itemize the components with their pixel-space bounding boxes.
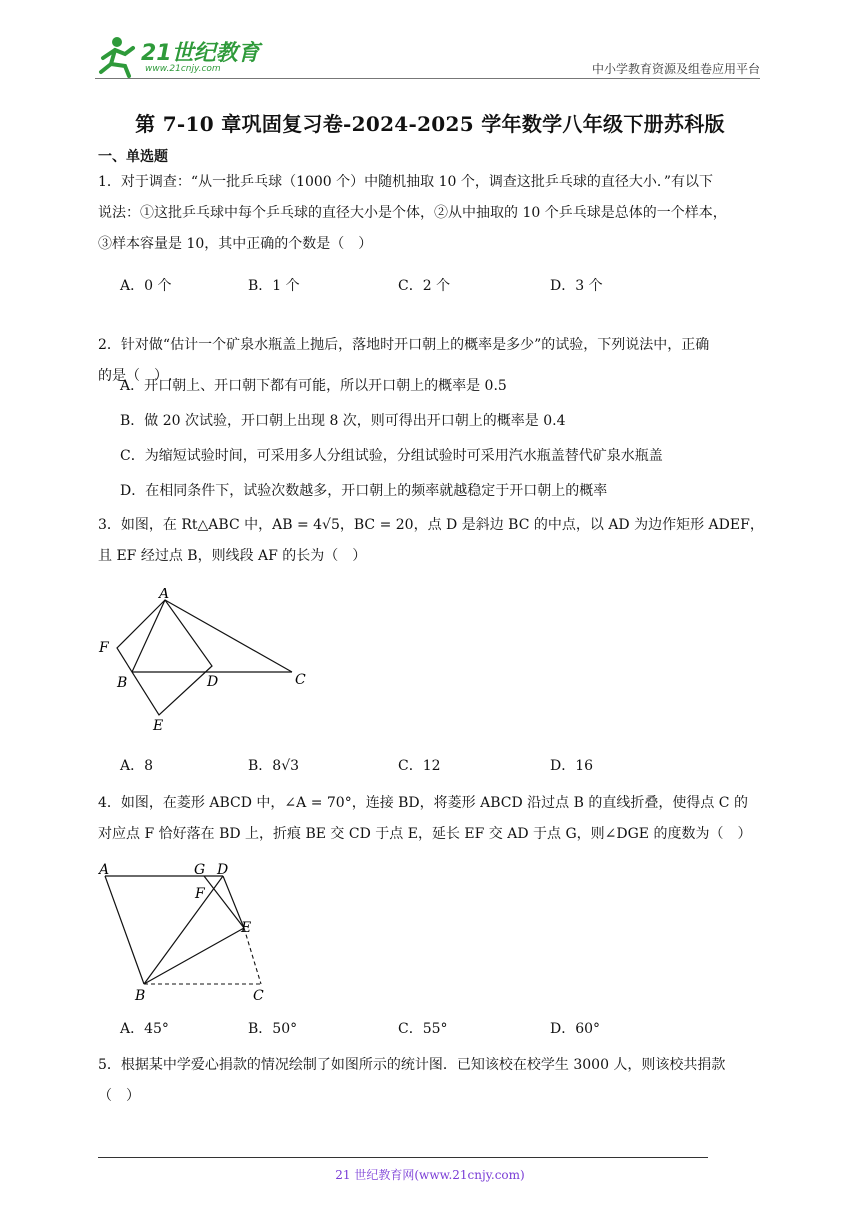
q4-option-a[interactable]: A．45° bbox=[120, 1021, 169, 1037]
q4-label-b: B bbox=[135, 988, 146, 1004]
q4-label-g: G bbox=[194, 862, 206, 878]
footer-link[interactable]: 21 世纪教育网(www.21cnjy.com) bbox=[335, 1168, 525, 1182]
q3-label-e: E bbox=[153, 718, 164, 733]
q1-option-a[interactable]: A．0 个 bbox=[120, 278, 172, 294]
q4-label-c: C bbox=[253, 988, 264, 1004]
q3-label-c: C bbox=[295, 672, 306, 688]
q4-label-f: F bbox=[195, 886, 205, 902]
q2-line1: 2．针对做“估计一个矿泉水瓶盖上抛后，落地时开口朝上的概率是多少”的试验，下列说法中，正确 bbox=[98, 337, 710, 353]
section-heading: 一、单选题 bbox=[98, 149, 168, 165]
logo-text: 21世纪教育 bbox=[141, 41, 260, 66]
q3-line2: 且 EF 经过点 B，则线段 AF 的长为（ ） bbox=[98, 548, 367, 564]
site-name: 中小学教育资源及组卷应用平台 bbox=[591, 62, 760, 76]
q4-label-a: A bbox=[99, 862, 110, 878]
q3-label-b: B bbox=[117, 675, 128, 691]
q4-line2: 对应点 F 恰好落在 BD 上，折痕 BE 交 CD 于点 E，延长 EF 交 AD 于点 G，则∠DGE 的度数为（ ） bbox=[98, 826, 752, 842]
q3-label-a: A bbox=[159, 588, 170, 602]
question-4 bbox=[98, 788, 766, 850]
q4-option-b[interactable]: B．50° bbox=[248, 1021, 298, 1037]
q1-line2: 说法：①这批乒乓球中每个乒乓球的直径大小是个体，②从中抽取的 10 个乒乓球是总体的一个样本， bbox=[98, 205, 727, 221]
q1-line3: ③样本容量是 10，其中正确的个数是（ ） bbox=[98, 236, 373, 252]
q3-label-f: F bbox=[99, 640, 109, 656]
q4-option-c[interactable]: C．55° bbox=[398, 1021, 448, 1037]
q5-line2: （ ） bbox=[98, 1088, 140, 1104]
logo bbox=[95, 34, 265, 78]
q3-label-d: D bbox=[207, 674, 219, 690]
q4-figure bbox=[95, 856, 285, 1006]
question-5 bbox=[98, 1050, 766, 1112]
page-title: 第 7-10 章巩固复习卷-2024-2025 学年数学八年级下册苏科版 bbox=[135, 112, 725, 136]
q1-option-b[interactable]: B．1 个 bbox=[248, 278, 300, 294]
q3-option-c[interactable]: C．12 bbox=[398, 758, 441, 774]
q3-option-d[interactable]: D．16 bbox=[550, 758, 594, 774]
q2-line2: 的是（ ）. bbox=[98, 368, 173, 384]
question-3 bbox=[98, 510, 766, 572]
q4-label-d: D bbox=[217, 862, 229, 878]
q3-line1: 3．如图，在 Rt△ABC 中，AB = 4√5，BC = 20，点 D 是斜边 BC 的中点，以 AD 为边作矩形 ADEF， bbox=[98, 517, 764, 533]
header-divider bbox=[95, 78, 760, 79]
q1-line1: 1．对于调查：“从一批乒乓球（1000 个）中随机抽取 10 个，调查这批乒乓球的直径大小．”有以下 bbox=[98, 174, 714, 190]
q2-option-a[interactable]: A．开口朝上、开口朝下都有可能，所以开口朝上的概率是 0.5 bbox=[120, 378, 507, 394]
footer-divider bbox=[98, 1157, 708, 1158]
q2-option-c[interactable]: C．为缩短试验时间，可采用多人分组试验，分组试验时可采用汽水瓶盖替代矿泉水瓶盖 bbox=[120, 448, 663, 464]
q1-option-c[interactable]: C．2 个 bbox=[398, 278, 451, 294]
q2-option-b[interactable]: B．做 20 次试验，开口朝上出现 8 次，则可得出开口朝上的概率是 0.4 bbox=[120, 413, 566, 429]
q3-figure bbox=[95, 588, 325, 733]
logo-url: www.21cnjy.com bbox=[145, 64, 221, 74]
q1-option-d[interactable]: D．3 个 bbox=[550, 278, 603, 294]
q4-line1: 4．如图，在菱形 ABCD 中，∠A = 70°，连接 BD，将菱形 ABCD 沿过点 B 的直线折叠，使得点 C 的 bbox=[98, 795, 748, 811]
q2-option-d[interactable]: D．在相同条件下，试验次数越多，开口朝上的频率就越稳定于开口朝上的概率 bbox=[120, 483, 608, 499]
q3-option-b[interactable]: B．8√3 bbox=[248, 758, 300, 774]
q5-line1: 5．根据某中学爱心捐款的情况绘制了如图所示的统计图．已知该校在校学生 3000 人，则该校共捐款 bbox=[98, 1057, 726, 1073]
q3-option-a[interactable]: A．8 bbox=[120, 758, 154, 774]
q4-label-e: E bbox=[241, 920, 252, 936]
q4-option-d[interactable]: D．60° bbox=[550, 1021, 601, 1037]
question-1 bbox=[98, 167, 766, 260]
